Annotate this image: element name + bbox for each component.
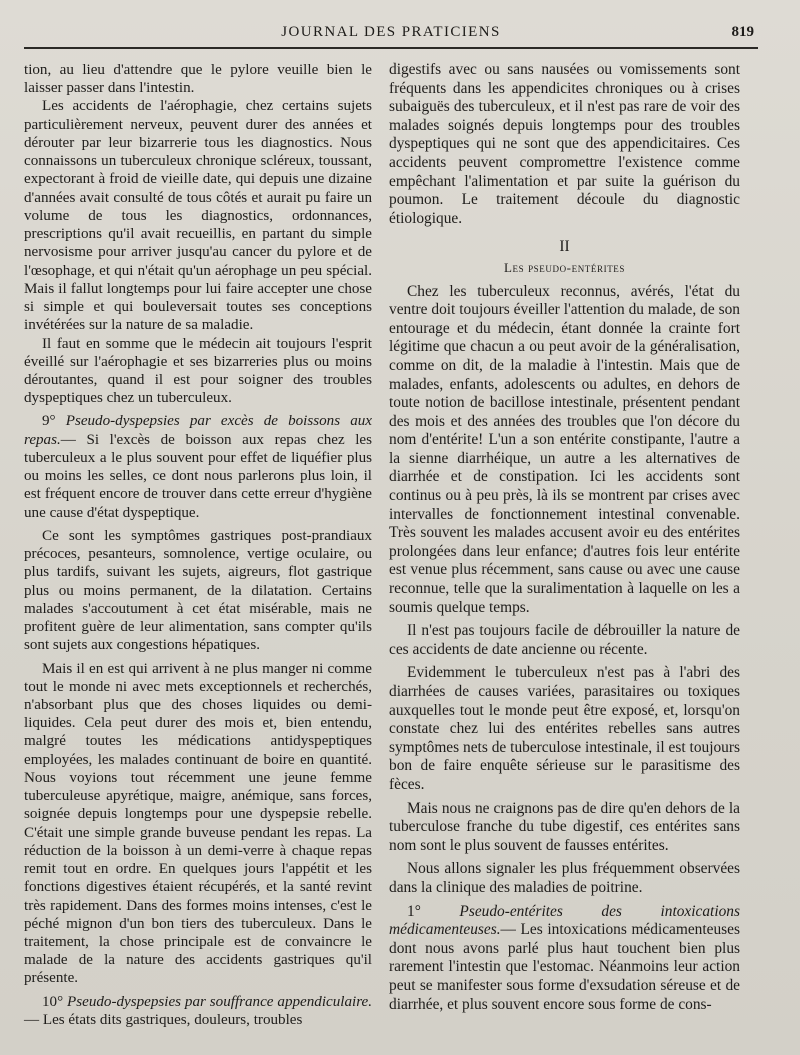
paragraph: Evidemment le tuberculeux n'est pas à l'abri des diarrhées de causes variées, parasitaires ou toxiques auxquelles tout le monde peut être exposé, et, lorsqu'on constate chez lui des entérites rebelles sans autres symptômes nets de tuberculose intestinale, il est toujours bon de faire enquête sérieuse sur le parasitisme des fèces. (389, 664, 740, 793)
paragraph: Mais nous ne craignons pas de dire qu'en dehors de la tuberculose franche du tube digestif, ces entérites sans nom sont le plus souvent de fausses entérites. (389, 799, 740, 854)
item-10-paragraph (24, 993, 372, 1029)
right-column (389, 61, 740, 1014)
item-1-paragraph (389, 903, 740, 1015)
left-column (24, 61, 372, 1029)
paragraph: Les accidents de l'aérophagie, chez certains sujets particulièrement nerveux, peuvent durer des années et dérouter par leur bizarrerie tous les diagnostics. Nous connaissons un tuberculeux chronique scléreux, toussant, expectorant à froid de vieille date, qui depuis une dizaine d'années avait consulté de tous côtés et aurait pu faire un volume de tous les diagnostics, ordonnances, prescriptions qu'il avait recueillis, en partant du simple nervosisme pour arriver jusqu'au cancer du pylore et de l'œsophage, et qui n'était qu'un aérophage un peu spécial. Mais il fallut longtemps pour lui faire accepter une chose si simple et qui bouleversait toutes ses conceptions invétérées sur la nature de sa maladie. (24, 98, 372, 334)
page-header (24, 20, 758, 46)
paragraph: Il n'est pas toujours facile de débrouiller la nature de ces accidents de date ancienne ou récente. (389, 622, 740, 658)
page-number: 819 (731, 24, 754, 40)
item-number: 10° (42, 993, 64, 1010)
item-text: — Si l'excès de boisson aux repas chez les tuberculeux a le plus souvent pour effet de liquéfier plus ou moins les selles, ce dont nous parlerons plus loin, il est fréquent encore de trouver dans cette erreur d'hygiène une cause d'état dyspeptique. (24, 431, 372, 521)
item-9-paragraph (24, 412, 372, 521)
paragraph: Mais il en est qui arrivent à ne plus manger ni comme tout le monde ni avec mets exceptionnels et recherchés, n'absorbant plus que des choses liquides ou demi-liquides. Cela peut durer des mois et, bien entendu, malgré toutes les médications antidyspeptiques employées, les malades continuant de boire en quantité. Nous voyions tout récemment une jeune femme tuberculeuse apyrétique, maigre, anémique, sans forces, soignée depuis longtemps pour une dyspepsie rebelle. C'était une simple grande buveuse pendant les repas. La réduction de la boisson à un demi-verre à chaque repas remit tout en ordre. En quelques jours l'appétit et les fonctions digestives étaient récupérés, et la santé revint très rapidement. Dans des formes moins intenses, c'est le péché mignon d'un bon tiers des tuberculeux. Dans le traitement, la chose principale est de convaincre le malade de la nature des accidents gastriques qu'il présente. (24, 660, 372, 987)
header-rule (24, 47, 758, 49)
item-text: — Les intoxications médicamenteuses dont nous avons parlé plus haut touchent bien plus rarement l'intestin que l'estomac. Néanmoins leur action peut se manifester sous forme d'exsudation séreuse et de diarrhée, et plus souvent encore sous forme de cons- (389, 921, 740, 1013)
item-title: Pseudo-dyspepsies par souffrance appendiculaire. (67, 993, 372, 1010)
section-heading: Les pseudo-entérites (503, 259, 626, 275)
item-number: 9° (42, 413, 56, 430)
running-title: JOURNAL DES PRATICIENS (281, 24, 501, 40)
item-number: 1° (407, 902, 421, 920)
paragraph: Nous allons signaler les plus fréquemment observées dans la clinique des maladies de poitrine. (389, 860, 740, 896)
paragraph: Il faut en somme que le médecin ait toujours l'esprit éveillé sur l'aérophagie et ses bizarreries plus ou moins déroutantes, quand il est pour soigner des troubles dyspeptiques chez un tuberculeux. (24, 335, 372, 407)
item-title: Pseudo-entérites des intoxications médicamenteuses. (389, 902, 740, 939)
paragraph: tion, au lieu d'attendre que le pylore veuille bien le laisser passer dans l'intestin. (24, 62, 372, 97)
paragraph: Ce sont les symptômes gastriques post-prandiaux précoces, pesanteurs, somnolence, vertige oculaire, ou plus tardifs, suivant les sujets, aigreurs, flot gastrique plus ou moins permanent, de la dilatation. Certains malades s'accoutument à cet état misérable, mais ne profitent guère de leur alimentation, sans compter qu'ils sont sujets aux congestions hépatiques. (24, 527, 372, 654)
item-text: — Les états dits gastriques, douleurs, troubles (24, 1011, 303, 1028)
paragraph: digestifs avec ou sans nausées ou vomissements sont fréquents dans les appendicites chroniques ou à crises subaiguës des tuberculeux, et il n'est pas rare de voir des malades soignés depuis longtemps pour des troubles dyspeptiques qui ne sont que des appendicitaires. Ces accidents peuvent compromettre l'existence comme empêchant l'alimentation et par suite la guérison du poumon. Le traitement découle du diagnostic étiologique. (389, 61, 740, 227)
paragraph: Chez les tuberculeux reconnus, avérés, l'état du ventre doit toujours éveiller l'attention du malade, de son entourage et du médecin, étant donnée la crainte fort légitime que chacun a ou peut avoir de la généralisation, comme on dit, de la maladie à l'intestin. Mais que de malades, enfants, adolescents ou adultes, en dehors de toute notion de bacillose intestinale, présentent pendant des mois et des années des troubles que l'on décore du nom d'entérite! L'un a son entérite constipante, l'autre a la sienne diarrhéique, un autre a les alternatives de diarrhée et de constipation. Ici les accidents sont continus ou à peu près, là ils se montrent par crises avec intervalles de fonctionnement intestinal convenable. Très souvent les malades accusent avoir eu des entérites prolongées dans leur enfance; d'autres fois leur entérite est venue plus récemment, sans cause ou avec une cause reconnue, telle que la suralimentation à laquelle on les a soumis quelque temps. (389, 282, 740, 616)
item-title: Pseudo-dyspepsies par excès de boissons aux repas. (24, 413, 372, 448)
section-number: II (559, 238, 570, 256)
